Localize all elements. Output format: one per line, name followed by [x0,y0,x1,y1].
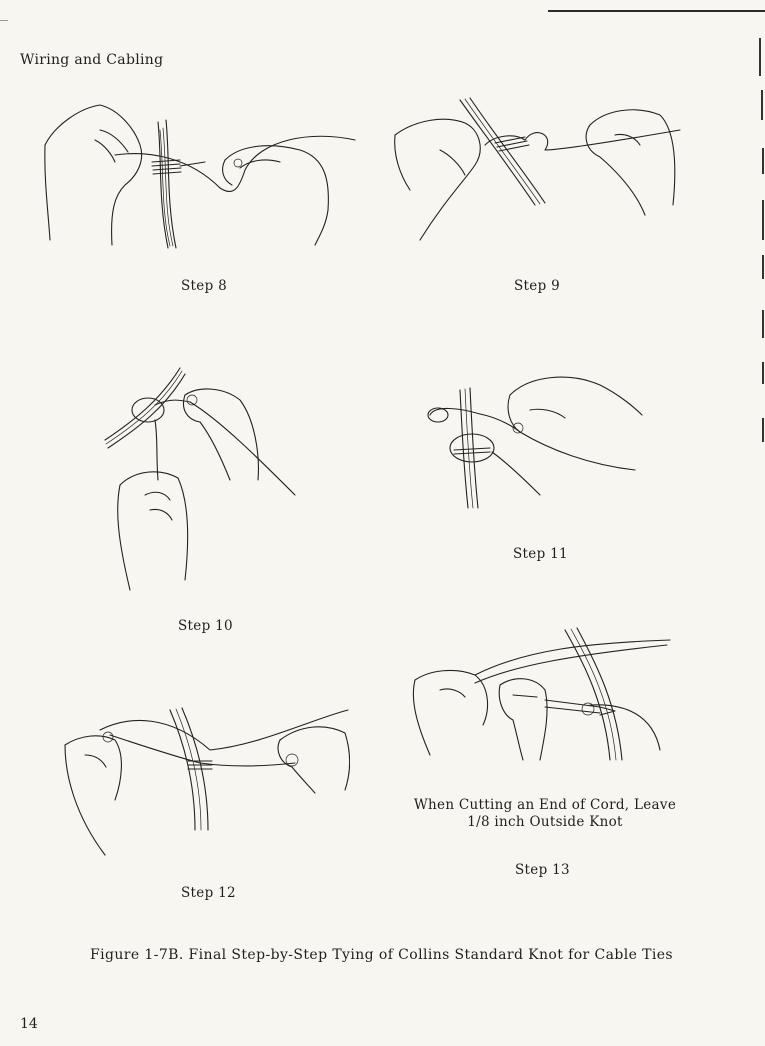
step-13-illustration [405,625,675,765]
step-10-illustration [100,360,305,595]
corner-tick [0,20,8,21]
page-number: 14 [20,1016,38,1032]
step-13-label: Step 13 [515,862,570,878]
cutting-note-line-1: When Cutting an End of Cord, Leave [413,797,677,813]
running-head: Wiring and Cabling [20,52,164,68]
step-12-illustration [60,705,350,860]
edge-mark [762,148,764,174]
step-11-illustration [420,370,645,510]
edge-mark [761,90,763,120]
step-10-label: Step 10 [178,618,233,634]
page-top-rule [548,10,765,12]
edge-mark [762,418,764,442]
step-11-label: Step 11 [513,546,568,562]
edge-mark [762,310,764,338]
step-9-illustration [385,95,685,245]
edge-mark [762,255,764,279]
step-9-label: Step 9 [514,278,560,294]
step-8-illustration [40,100,360,250]
cutting-note-line-2: 1/8 inch Outside Knot [467,814,623,830]
cutting-note [400,797,690,831]
step-12-label: Step 12 [181,885,236,901]
step-8-label: Step 8 [181,278,227,294]
figure-caption: Figure 1-7B. Final Step-by-Step Tying of Collins Standard Knot for Cable Ties [90,947,674,963]
edge-mark [759,38,761,76]
edge-mark [762,200,764,240]
edge-mark [762,362,764,384]
